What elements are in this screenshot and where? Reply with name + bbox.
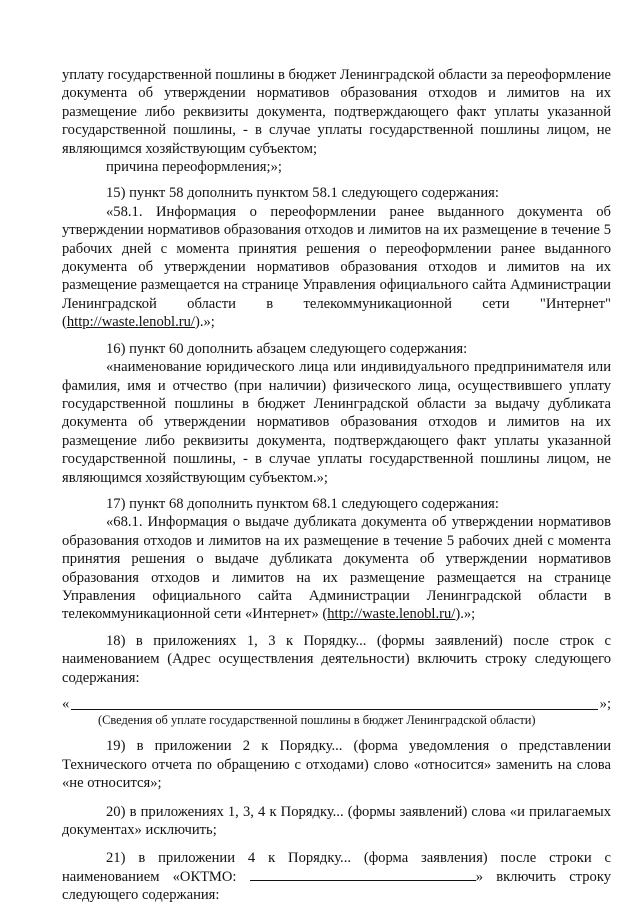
item-21-body	[62, 849, 611, 904]
item-17-heading: 17) пункт 68 дополнить пунктом 68.1 следующего содержания:	[106, 495, 499, 512]
paragraph-intro: уплату государственной пошлины в бюджет Ленинградской области за переоформление документа об утверждении нормативов образования отходов и лимитов на их размещение либо реквизиты документа, подтверждающего факт уплаты указанной государственной пошлины, - в случае уплаты государственной пошлины лицом, не являющимся хозяйствующим субъектом;	[62, 67, 611, 157]
item-17-body	[62, 513, 611, 623]
item-16-body: «наименование юридического лица или индивидуального предпринимателя или фамилия, имя и отчество (при наличии) физического лица, осуществившего уплату государственной пошлины в бюджет Ленинградской области за выдачу дубликата документа об утверждении нормативов образования отходов и лимитов на их размещение либо реквизиты документа, подтверждающего факт уплаты указанной государственной пошлины, - в случае уплаты государственной пошлины лицом, не являющимся хозяйствующим субъектом.»;	[62, 359, 611, 486]
paragraph-reason: причина переоформления;»;	[106, 159, 282, 176]
close-quote: »;	[599, 696, 611, 712]
document-page	[62, 66, 611, 905]
item-21-text-b: » включить строку следующего содержания:	[62, 868, 611, 904]
item-21-text-a: 21) в приложении 4 к Порядку... (форма заявления) после строки с наименованием «ОКТМО:	[62, 850, 611, 885]
item-18-caption: (Сведения об уплате государственной пошлины в бюджет Ленинградской области)	[98, 713, 536, 728]
item-16-heading: 16) пункт 60 дополнить абзацем следующего содержания:	[106, 340, 468, 357]
open-quote: «	[62, 696, 70, 712]
item-18-blank-line	[62, 695, 611, 713]
item-15-body	[62, 203, 611, 332]
item-15-end: ).»;	[194, 314, 215, 331]
item-15-link[interactable]: http://waste.lenobl.ru/	[66, 314, 195, 331]
item-17-link[interactable]: http://waste.lenobl.ru/	[327, 606, 456, 623]
item-17-end: ).»;	[455, 606, 476, 623]
item-19-body: 19) в приложении 2 к Порядку... (форма уведомления о представлении Технического отчета по обращению с отходами) слово «относится» заменить на слова «не относится»;	[62, 738, 611, 792]
item-18-body: 18) в приложениях 1, 3 к Порядку... (формы заявлений) после строк с наименованием (Адрес осуществления деятельности) включить строку следующего содержания:	[62, 632, 611, 686]
blank-field-line	[71, 697, 597, 710]
item-15-text: «58.1. Информация о переоформлении ранее выданного документа об утверждении нормативов образования отходов и лимитов на их размещение в течение 5 рабочих дней с момента принятия решения о переоформлении ранее выданного документа об утверждении нормативов образования отходов и лимитов на их размещение размещается на странице Управления официального сайта Администрации Ленинградской области в телекоммуникационной сети "Интернет" (	[62, 203, 611, 331]
item-20-body: 20) в приложениях 1, 3, 4 к Порядку... (формы заявлений) слова «и прилагаемых документах» исключить;	[62, 803, 611, 839]
item-17-text: «68.1. Информация о выдаче дубликата документа об утверждении нормативов образования отходов и лимитов на их размещение в течение 5 рабочих дней с момента принятия решения о выдаче дубликата документа об утверждении нормативов образования отходов и лимитов на их размещение размещается на странице Управления официального сайта Администрации Ленинградской области в телекоммуникационной сети «Интернет» (	[62, 514, 611, 623]
item-15-heading: 15) пункт 58 дополнить пунктом 58.1 следующего содержания:	[106, 185, 499, 202]
oktmo-blank-line	[250, 868, 476, 881]
